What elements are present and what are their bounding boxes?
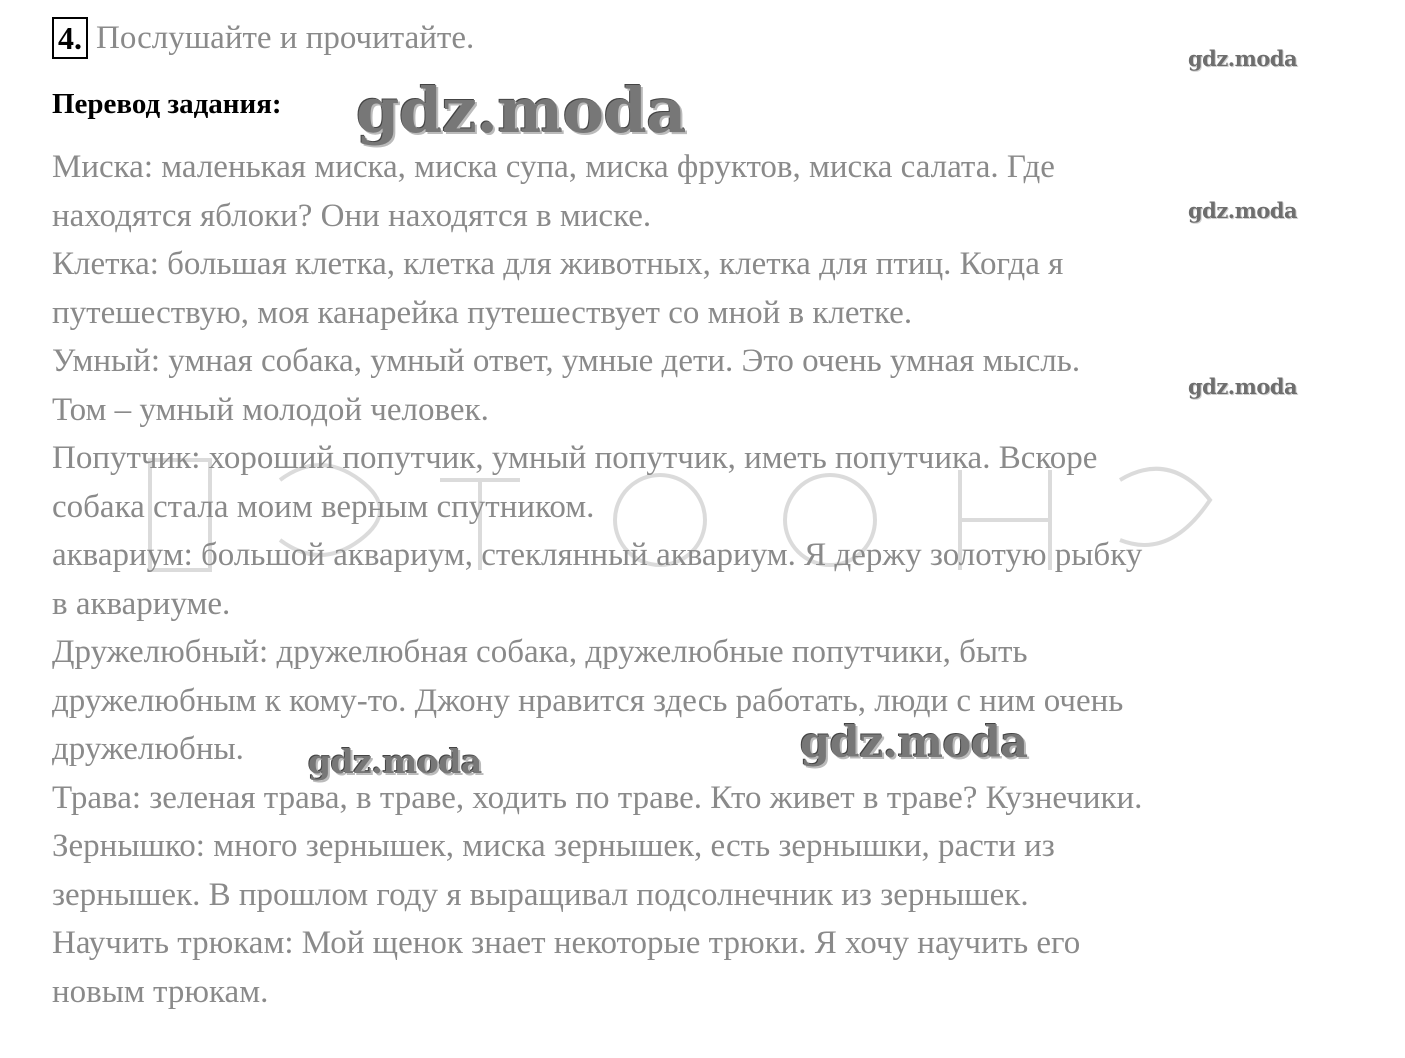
text-line: зернышек. В прошлом году я выращивал подсолнечник из зернышек. <box>52 876 1029 913</box>
section-heading: Перевод задания: <box>52 88 282 120</box>
text-line: новым трюкам. <box>52 973 269 1010</box>
watermark-logo: gdz.moda <box>356 74 686 147</box>
task-number: 4. <box>52 17 88 59</box>
task-instruction: Послушайте и прочитайте. <box>96 20 475 56</box>
watermark-logo: gdz.moda <box>800 718 1028 768</box>
watermark-logo: gdz.moda <box>1188 374 1298 399</box>
watermark-logo: gdz.moda <box>308 742 482 781</box>
text-line: Том – умный молодой человек. <box>52 391 489 428</box>
watermark-logo: gdz.moda <box>1188 46 1298 71</box>
text-line: Научить трюкам: Мой щенок знает некоторые трюки. Я хочу научить его <box>52 925 1081 961</box>
text-line: собака стала моим верным спутником. <box>52 488 595 525</box>
text-line: находятся яблоки? Они находятся в миске. <box>52 197 652 234</box>
text-line: дружелюбны. <box>52 731 244 767</box>
translation-text <box>52 143 1372 1016</box>
text-line: путешествую, моя канарейка путешествует со мной в клетке. <box>52 294 913 331</box>
text-line: в аквариуме. <box>52 585 231 622</box>
watermark-logo: gdz.moda <box>1188 198 1298 223</box>
text-line: Трава: зеленая трава, в траве, ходить по траве. Кто живет в траве? Кузнечики. <box>52 779 1143 816</box>
text-line: дружелюбным к кому-то. Джону нравится здесь работать, люди с ним очень <box>52 682 1124 719</box>
text-line: Умный: умная собака, умный ответ, умные дети. Это очень умная мысль. <box>52 343 1081 379</box>
text-line: Дружелюбный: дружелюбная собака, дружелюбные попутчики, быть <box>52 634 1028 670</box>
text-line: Зернышко: много зернышек, миска зернышек, есть зернышки, расти из <box>52 828 1055 864</box>
text-line: Клетка: большая клетка, клетка для животных, клетка для птиц. Когда я <box>52 246 1064 282</box>
text-line: аквариум: большой аквариум, стеклянный аквариум. Я держу золотую рыбку <box>52 537 1143 573</box>
text-line: Попутчик: хороший попутчик, умный попутчик, иметь попутчика. Вскоре <box>52 440 1098 476</box>
task-header <box>52 16 474 60</box>
text-line: Миска: маленькая миска, миска супа, миска фруктов, миска салата. Где <box>52 149 1055 185</box>
